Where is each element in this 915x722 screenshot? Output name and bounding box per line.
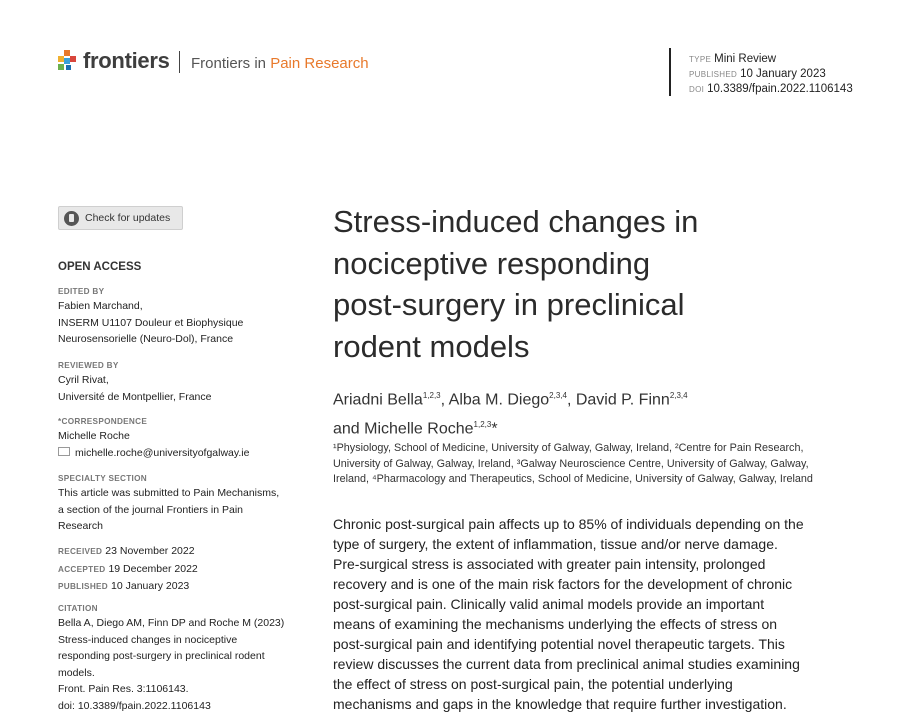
author-name[interactable]: Ariadni Bella — [333, 391, 423, 409]
article-meta: TYPE Mini Review PUBLISHED 10 January 2023 DOI 10.3389/fpain.2022.1106143 — [689, 53, 853, 95]
meta-divider — [669, 48, 671, 96]
doi-link[interactable]: 10.3389/fpain.2022.1106143 — [707, 83, 853, 95]
check-for-updates-button[interactable]: Check for updates — [58, 206, 183, 230]
frontiers-logo-icon — [58, 50, 78, 72]
citation-section: CITATION Bella A, Diego AM, Finn DP and Roche M (2023) Stress-induced changes in nociceptive responding post-surgery in preclinical rodent models. Front. Pain Res. 3:1106143. doi: 10.3389/fpain.2022.1106143 — [58, 604, 285, 712]
bookmark-icon — [64, 211, 79, 226]
journal-name[interactable]: Frontiers in Pain Research — [191, 55, 369, 72]
abstract: Chronic post-surgical pain affects up to 85% of individuals depending on the type of surgery, the extent of inflammation, tissue and/or nerve damage. Pre-surgical stress is associated with greater pain intensity, prolonged recovery and is one of the main risk factors for the development of chronic post-surgical pain. Clinically valid animal models provide an important means of examining the mechanisms underlying the effects of stress on post-surgical pain and identifying potential novel therapeutic targets. This review discusses the current data from preclinical animal studies examining the effect of stress on post-surgical pain, the potential underlying mechanisms and gaps in the knowledge that require further investigation. — [333, 516, 804, 712]
email-link[interactable]: michelle.roche@universityofgalway.ie — [58, 445, 318, 462]
reviewed-by-section: REVIEWED BY Cyril Rivat, Université de Montpellier, France — [58, 361, 212, 403]
publisher-logo-text: frontiers — [83, 48, 170, 73]
author-name[interactable]: and Michelle Roche — [333, 420, 474, 438]
author-name[interactable]: Alba M. Diego — [448, 391, 550, 409]
author-name[interactable]: David P. Finn — [575, 391, 670, 409]
article-title: Stress-induced changes in nociceptive responding post-surgery in preclinical rodent models — [333, 204, 699, 364]
published-date: 10 January 2023 — [740, 68, 826, 80]
specialty-section: SPECIALTY SECTION This article was submitted to Pain Mechanisms, a section of the journal Frontiers in Pain Research — [58, 474, 280, 532]
article-type: Mini Review — [714, 53, 777, 65]
logo-divider — [179, 51, 180, 73]
edited-by-section: EDITED BY Fabien Marchand, INSERM U1107 Douleur et Biophysique Neurosensorielle (Neuro-Dol), France — [58, 287, 244, 345]
author-list: Ariadni Bella$^{1,2,3}$, Alba M. Diego$^{2,3,4}$, David P. Finn$^{2,3,4}$ and Michelle Roche$^{1,2,3}$* — [333, 391, 688, 438]
mail-icon — [58, 447, 70, 456]
open-access-label: OPEN ACCESS — [58, 261, 142, 273]
correspondence-section: *CORRESPONDENCE Michelle Roche michelle.roche@universityofgalway.ie — [58, 416, 318, 461]
dates-section: RECEIVED 23 November 2022 ACCEPTED 19 December 2022 PUBLISHED 10 January 2023 — [58, 545, 198, 592]
affiliations: ¹Physiology, School of Medicine, University of Galway, Galway, Ireland, ²Centre for Pain Research, University of Galway, Galway, Ireland, ³Galway Neuroscience Centre, University of Galway, Galway, Ireland, ⁴Pharmacology and Therapeutics, School of Medicine, University of Galway, Galway, Ireland — [333, 442, 813, 485]
